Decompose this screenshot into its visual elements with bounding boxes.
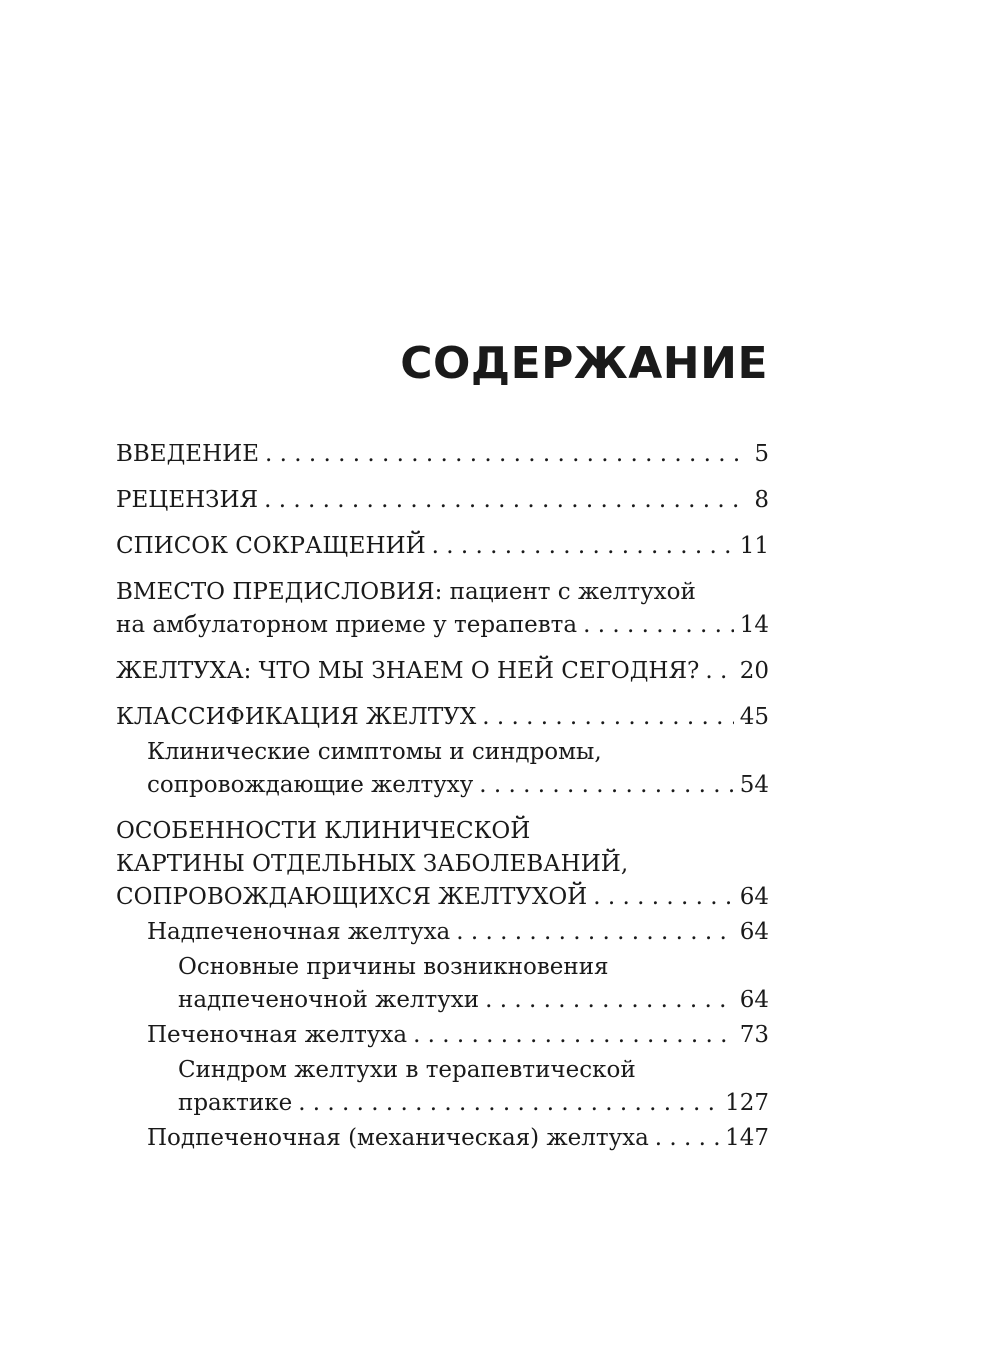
toc-entry[interactable] xyxy=(116,1019,769,1052)
toc-entry-title: на амбулаторном приеме у терапевта xyxy=(116,612,578,638)
dot-leader xyxy=(593,881,733,914)
dot-leader xyxy=(265,438,748,471)
dot-leader xyxy=(705,655,733,688)
toc-entry-title: ЖЕЛТУХА: ЧТО МЫ ЗНАЕМ О НЕЙ СЕГОДНЯ? xyxy=(116,658,700,684)
toc-entry[interactable] xyxy=(116,530,769,563)
toc-entry[interactable] xyxy=(116,438,769,471)
toc-page-number: 14 xyxy=(739,612,769,638)
toc-page-number: 45 xyxy=(739,704,769,730)
toc-entry[interactable] xyxy=(116,815,769,914)
toc-entry-title: ВМЕСТО ПРЕДИСЛОВИЯ: пациент с желтухой xyxy=(116,579,696,605)
toc-entry-title: Основные причины возникновения xyxy=(178,954,609,980)
toc-entry[interactable] xyxy=(116,1054,769,1120)
toc-page-number: 20 xyxy=(739,658,769,684)
dot-leader xyxy=(583,609,734,642)
toc-page-number: 73 xyxy=(739,1022,769,1048)
toc-entry-title: ОСОБЕННОСТИ КЛИНИЧЕСКОЙ xyxy=(116,818,531,844)
dot-leader xyxy=(655,1122,719,1155)
toc-entry-title: Подпеченочная (механическая) желтуха xyxy=(147,1125,649,1151)
dot-leader xyxy=(482,701,734,734)
toc-page-number: 8 xyxy=(754,487,769,513)
toc-page-number: 5 xyxy=(754,441,769,467)
dot-leader xyxy=(413,1019,734,1052)
toc-entry-title: Синдром желтухи в терапевтической xyxy=(178,1057,636,1083)
toc-entry-title: СПИСОК СОКРАЩЕНИЙ xyxy=(116,533,426,559)
toc-entry-title: Клинические симптомы и синдромы, xyxy=(147,739,602,765)
page-title: СОДЕРЖАНИЕ xyxy=(400,338,768,389)
toc-entry-title: Печеночная желтуха xyxy=(147,1022,408,1048)
toc-page-number: 54 xyxy=(739,772,769,798)
toc-page-number: 127 xyxy=(725,1090,769,1116)
toc-entry[interactable] xyxy=(116,736,769,802)
toc-entry-title: Надпеченочная желтуха xyxy=(147,919,451,945)
dot-leader xyxy=(456,916,733,949)
toc-entry-title: СОПРОВОЖДАЮЩИХСЯ ЖЕЛТУХОЙ xyxy=(116,884,588,910)
toc-entry[interactable] xyxy=(116,701,769,734)
dot-leader xyxy=(485,984,734,1017)
toc-entry-title: надпеченочной желтухи xyxy=(178,987,480,1013)
dot-leader xyxy=(479,769,733,802)
table-of-contents xyxy=(116,438,769,1155)
dot-leader xyxy=(298,1087,719,1120)
toc-entry-title: КЛАССИФИКАЦИЯ ЖЕЛТУХ xyxy=(116,704,477,730)
toc-entry-title: КАРТИНЫ ОТДЕЛЬНЫХ ЗАБОЛЕВАНИЙ, xyxy=(116,851,629,877)
toc-entry-title: РЕЦЕНЗИЯ xyxy=(116,487,259,513)
toc-entry[interactable] xyxy=(116,916,769,949)
toc-entry[interactable] xyxy=(116,576,769,642)
toc-page-number: 11 xyxy=(739,533,769,559)
toc-entry[interactable] xyxy=(116,655,769,688)
toc-page-number: 147 xyxy=(725,1125,769,1151)
dot-leader xyxy=(264,484,748,517)
toc-entry-title: сопровождающие желтуху xyxy=(147,772,474,798)
toc-entry[interactable] xyxy=(116,1122,769,1155)
toc-page-number: 64 xyxy=(739,919,769,945)
toc-entry-title: ВВЕДЕНИЕ xyxy=(116,441,259,467)
toc-entry[interactable] xyxy=(116,951,769,1017)
toc-page-number: 64 xyxy=(739,884,769,910)
toc-entry[interactable] xyxy=(116,484,769,517)
dot-leader xyxy=(432,530,734,563)
toc-entry-title: практике xyxy=(178,1090,293,1116)
toc-page-number: 64 xyxy=(739,987,769,1013)
